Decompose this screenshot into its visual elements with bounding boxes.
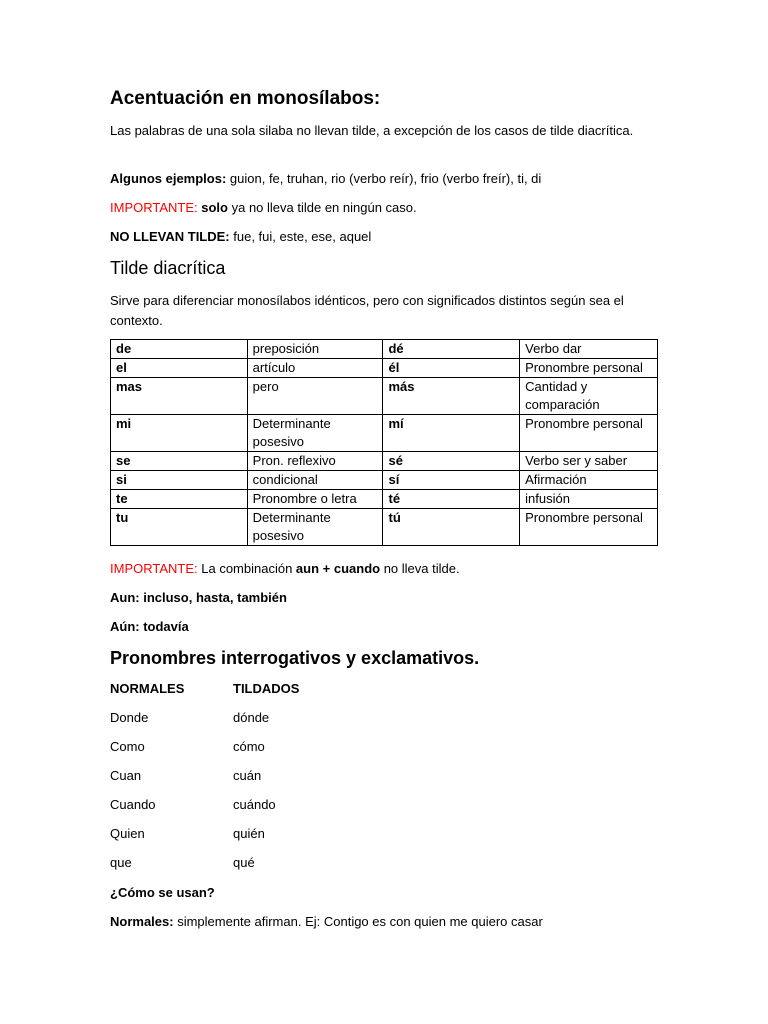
table-row	[111, 378, 658, 415]
meaning-without-tilde: Determinante posesivo	[247, 415, 383, 452]
table-row	[111, 471, 658, 490]
header-normales: NORMALES	[110, 681, 185, 696]
section-title-pronombres: Pronombres interrogativos y exclamativos.	[110, 648, 480, 668]
meaning-without-tilde: condicional	[247, 471, 383, 490]
meaning-without-tilde: preposición	[247, 340, 383, 359]
tilde-table	[110, 339, 658, 546]
no-tilde-line	[110, 227, 658, 247]
meaning-without-tilde: Determinante posesivo	[247, 509, 383, 546]
meaning-with-tilde: Pronombre personal	[520, 509, 658, 546]
table-row	[111, 340, 658, 359]
word-with-tilde: más	[383, 378, 520, 415]
pronoun-normal: Donde	[110, 710, 149, 725]
table-row	[111, 415, 658, 452]
pronoun-tilde: cuán	[233, 768, 262, 783]
word-without-tilde: de	[111, 340, 248, 359]
word-without-tilde: si	[111, 471, 248, 490]
solo-word: solo	[197, 200, 228, 215]
header-tildados: TILDADOS	[233, 681, 300, 696]
aun-tilde-definition: Aún: todavía	[110, 619, 189, 634]
no-tilde-text: fue, fui, este, ese, aquel	[229, 229, 372, 244]
pronoun-tilde: quién	[233, 826, 265, 841]
word-without-tilde: mas	[111, 378, 248, 415]
meaning-with-tilde: Verbo ser y saber	[520, 452, 658, 471]
meaning-without-tilde: artículo	[247, 359, 383, 378]
tilde-intro-paragraph: Sirve para diferenciar monosílabos idénticos, pero con significados distintos según sea el contexto.	[110, 293, 624, 328]
important-label: IMPORTANTE:	[110, 200, 198, 215]
meaning-without-tilde: Pronombre o letra	[247, 490, 383, 509]
meaning-with-tilde: Pronombre personal	[520, 415, 658, 452]
word-without-tilde: se	[111, 452, 248, 471]
word-without-tilde: mi	[111, 415, 248, 452]
normales-text: simplemente afirman. Ej: Contigo es con quien me quiero casar	[173, 914, 543, 929]
word-with-tilde: tú	[383, 509, 520, 546]
meaning-with-tilde: Verbo dar	[520, 340, 658, 359]
examples-line	[110, 169, 658, 189]
section-title-monosilabos: Acentuación en monosílabos:	[110, 88, 381, 109]
pronoun-normal: Cuan	[110, 768, 142, 783]
meaning-without-tilde: Pron. reflexivo	[247, 452, 383, 471]
pronoun-tilde: cuándo	[233, 797, 276, 812]
examples-text: guion, fe, truhan, rio (verbo reír), frio (verbo freír), ti, di	[226, 171, 542, 186]
pronoun-tilde: dónde	[233, 710, 270, 725]
examples-label: Algunos ejemplos:	[110, 171, 227, 186]
table-row	[111, 490, 658, 509]
normales-usage-line	[110, 912, 658, 932]
important-label: IMPORTANTE:	[110, 561, 198, 576]
word-with-tilde: té	[383, 490, 520, 509]
word-with-tilde: él	[383, 359, 520, 378]
word-with-tilde: dé	[383, 340, 520, 359]
pronoun-tilde: qué	[233, 855, 255, 870]
word-with-tilde: sí	[383, 471, 520, 490]
pronoun-normal: Como	[110, 739, 145, 754]
important-solo-text: ya no lleva tilde en ningún caso.	[227, 200, 417, 215]
pronoun-normal: Quien	[110, 826, 145, 841]
table-row	[111, 359, 658, 378]
normales-label: Normales:	[110, 914, 174, 929]
table-row	[111, 509, 658, 546]
word-without-tilde: te	[111, 490, 248, 509]
how-used-question: ¿Cómo se usan?	[110, 885, 215, 900]
pronoun-tilde: cómo	[233, 739, 265, 754]
section-title-tilde-diacritica: Tilde diacrítica	[110, 258, 226, 278]
important-aun-pre: La combinación	[197, 561, 296, 576]
important-aun-post: no lleva tilde.	[380, 561, 460, 576]
word-with-tilde: sé	[383, 452, 520, 471]
table-row	[111, 452, 658, 471]
word-without-tilde: tu	[111, 509, 248, 546]
meaning-with-tilde: Pronombre personal	[520, 359, 658, 378]
meaning-without-tilde: pero	[247, 378, 383, 415]
no-tilde-label: NO LLEVAN TILDE:	[110, 229, 230, 244]
pronoun-normal: que	[110, 855, 132, 870]
word-with-tilde: mí	[383, 415, 520, 452]
important-aun-cuando-line	[110, 559, 658, 579]
intro-paragraph: Las palabras de una sola silaba no llevan tilde, a excepción de los casos de tilde diacrítica.	[110, 123, 634, 138]
meaning-with-tilde: infusión	[520, 490, 658, 509]
aun-definition: Aun: incluso, hasta, también	[110, 590, 287, 605]
aun-cuando-phrase: aun + cuando	[295, 561, 381, 576]
pronoun-normal: Cuando	[110, 797, 156, 812]
meaning-with-tilde: Afirmación	[520, 471, 658, 490]
word-without-tilde: el	[111, 359, 248, 378]
important-solo-line	[110, 198, 658, 218]
meaning-with-tilde: Cantidad y comparación	[520, 378, 658, 415]
